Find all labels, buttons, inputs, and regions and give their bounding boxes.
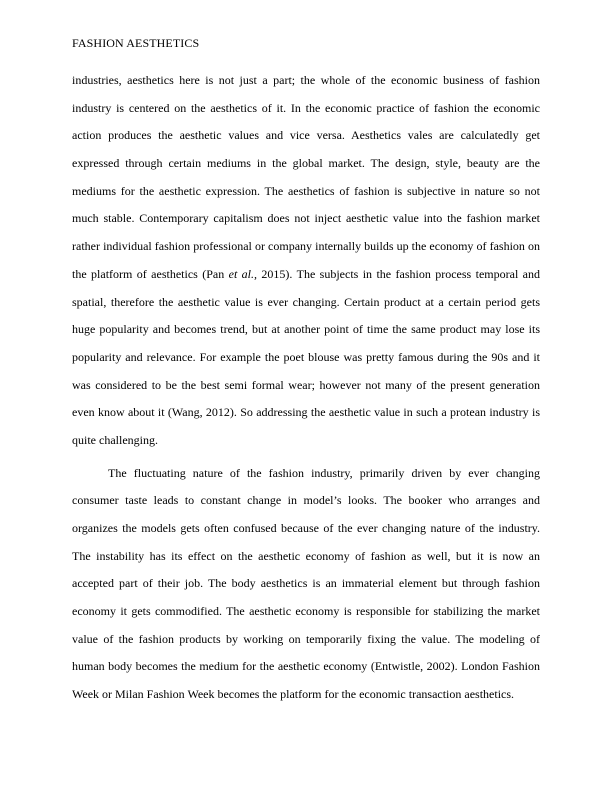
text-line: industries, aesthetics here is not just a part; the whole of the economic business of fashion [72, 73, 540, 87]
text-line: economy it gets commodified. The aesthetic economy is responsible for stabilizing the market [72, 604, 540, 619]
text-line: The fluctuating nature of the fashion industry, primarily driven by ever changing [108, 465, 540, 480]
text-line: organizes the models gets often confused because of the ever changing nature of the industry. [72, 521, 540, 535]
citation-etal: et al., [228, 266, 258, 281]
citation-pre: the platform of aesthetics (Pan [72, 266, 229, 281]
text-line: even know about it (Wang, 2012). So addressing the aesthetic value in such a protean industry is [72, 405, 540, 420]
body-text [72, 67, 540, 709]
text-line: spatial, therefore the aesthetic value is ever changing. Certain product at a certain period gets [72, 294, 540, 309]
text-line: was considered to be the best semi formal wear; however not many of the present generation [72, 377, 540, 392]
text-line: value of the fashion products by working on temporarily fixing the value. The modeling of [72, 631, 540, 646]
running-head: FASHION AESTHETICS [72, 36, 200, 50]
text-line: popularity and relevance. For example the poet blouse was pretty famous during the 90s and it [72, 349, 540, 364]
text-line: quite challenging. [72, 432, 158, 447]
text-line: Week or Milan Fashion Week becomes the platform for the economic transaction aesthetics. [72, 687, 515, 702]
text-line: consumer taste leads to constant change in model’s looks. The booker who arranges and [72, 493, 540, 508]
text-line: industry is centered on the aesthetics of it. In the economic practice of fashion the economic [72, 100, 540, 115]
citation-post: 2015). The subjects in the fashion process temporal and [257, 266, 540, 281]
text-line-citation [72, 261, 540, 289]
text-line: huge popularity and becomes trend, but at another point of time the same product may lose its [72, 322, 540, 337]
text-line: action produces the aesthetic values and vice versa. Aesthetics vales are calculatedly get [72, 128, 540, 143]
paragraph-1 [72, 67, 540, 455]
text-line: human body becomes the medium for the aesthetic economy (Entwistle, 2002). London Fashion [72, 659, 540, 674]
text-line: expressed through certain mediums in the global market. The design, style, beauty are the [72, 156, 540, 171]
text-line: mediums for the aesthetic expression. The aesthetics of fashion is subjective in nature so not [72, 183, 540, 198]
text-line: rather individual fashion professional or company internally builds up the economy of fashion on [72, 239, 540, 254]
text-line: much stable. Contemporary capitalism does not inject aesthetic value into the fashion market [72, 211, 540, 226]
text-line: The instability has its effect on the aesthetic economy of fashion as well, but it is now an [72, 548, 540, 563]
paragraph-2 [72, 460, 540, 709]
text-line: accepted part of their job. The body aesthetics is an immaterial element but through fashion [72, 576, 540, 591]
